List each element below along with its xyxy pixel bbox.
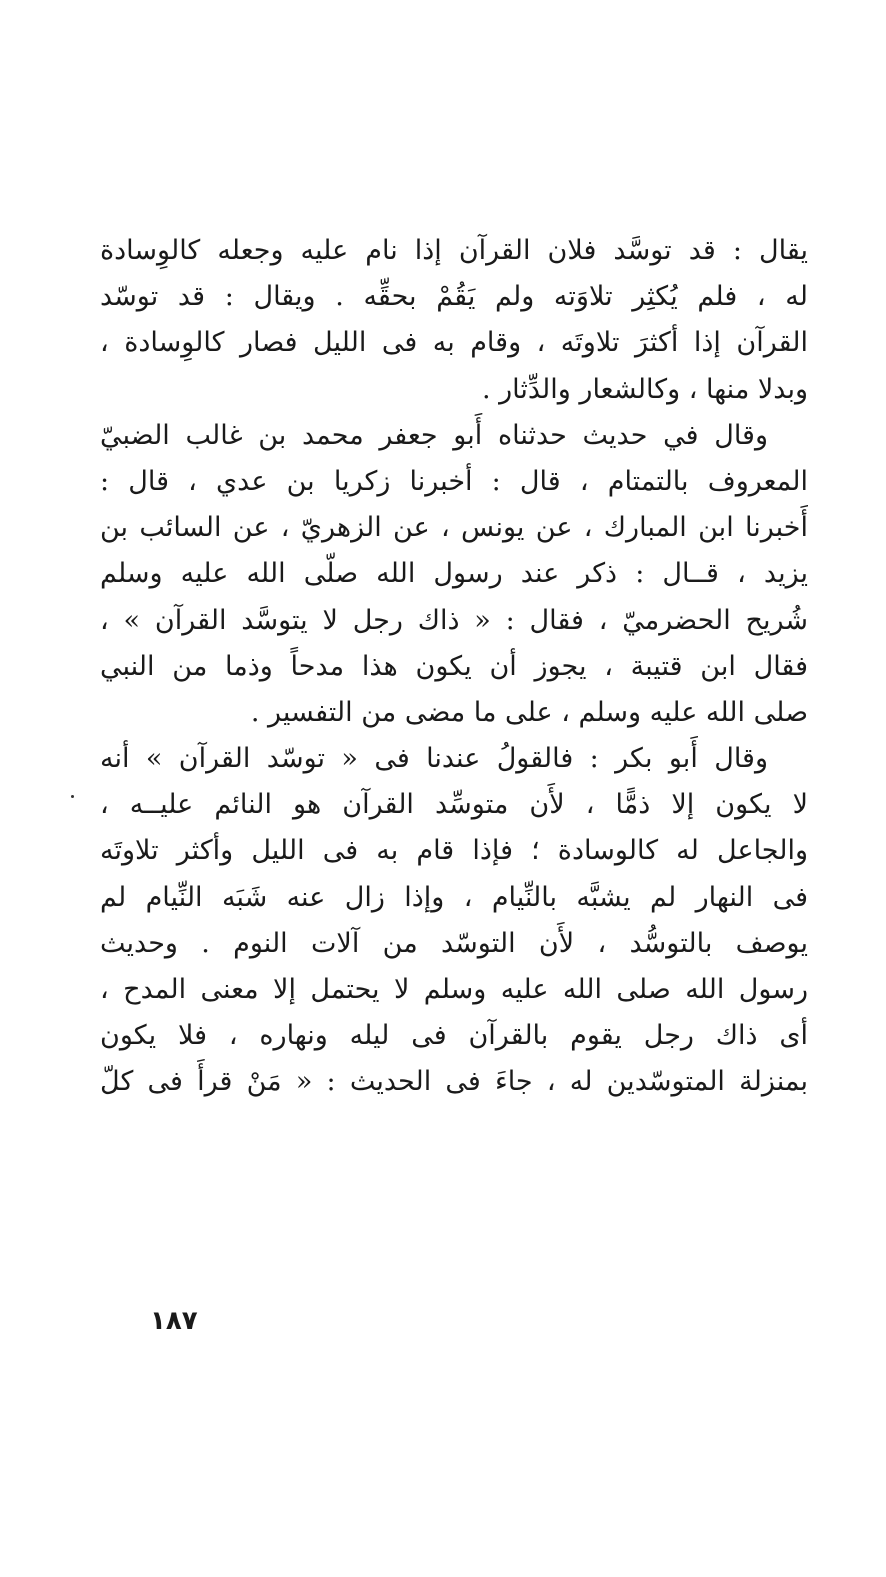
body-text (100, 228, 808, 1106)
text-line: فقال ابن قتيبة ، يجوز أن يكون هذا مدحاً وذما من النبي (100, 650, 808, 682)
text-line: وقال أَبو بكر : فالقولُ عندنا فى « توسّد القرآن » أنه (100, 743, 768, 775)
text-line: المعروف بالتمتام ، قال : أخبرنا زكريا بن عدي ، قال : (100, 465, 808, 497)
text-line: أَخبرنا ابن المبارك ، عن يونس ، عن الزهريّ ، عن السائب بن (100, 512, 808, 544)
ink-speck (71, 795, 74, 798)
text-line: يوصف بالتوسُّد ، لأَن التوسّد من آلات النوم . وحديث (100, 927, 808, 959)
text-line: يقال : قد توسَّد فلان القرآن إذا نام عليه وجعله كالوِسادة (100, 235, 808, 266)
text-line: القرآن إذا أكثرَ تلاوتَه ، وقام به فى الليل فصار كالوِسادة ، (100, 327, 808, 359)
text-line: لا يكون إلا ذمًّا ، لأَن متوسِّد القرآن هو النائم عليــه ، (100, 789, 808, 821)
text-line: بمنزلة المتوسّدين له ، جاءَ فى الحديث : « مَنْ قرأَ فى كلّ (100, 1066, 808, 1098)
text-line: أى ذاك رجل يقوم بالقرآن فى ليله ونهاره ، فلا يكون (100, 1020, 808, 1052)
text-line: رسول الله صلى الله عليه وسلم لا يحتمل إلا معنى المدح ، (100, 974, 808, 1005)
text-line: صلى الله عليه وسلم ، على ما مضى من التفسير . (250, 696, 808, 728)
text-line: له ، فلم يُكثِر تلاوَته ولم يَقُمْ بحقِّه . ويقال : قد توسّد (100, 281, 808, 313)
page-number: ١٨٧ (150, 1306, 198, 1336)
text-line: وقال في حديث حدثناه أَبو جعفر محمد بن غالب الضبيّ (100, 419, 768, 451)
text-line: فى النهار لم يشبَّه بالنِّيام ، وإذا زال عنه شَبَه النِّيام لم (100, 881, 808, 913)
text-line: شُريح الحضرميّ ، فقال : « ذاك رجل لا يتوسَّد القرآن » ، (100, 604, 808, 636)
text-line: والجاعل له كالوسادة ؛ فإذا قام به فى الليل وأكثر تلاوتَه (100, 835, 808, 867)
text-line: وبدلا منها ، وكالشعار والدِّثار . (481, 373, 808, 405)
text-line: يزيد ، قــال : ذكر عند رسول الله صلّى الله عليه وسلم (100, 558, 808, 590)
